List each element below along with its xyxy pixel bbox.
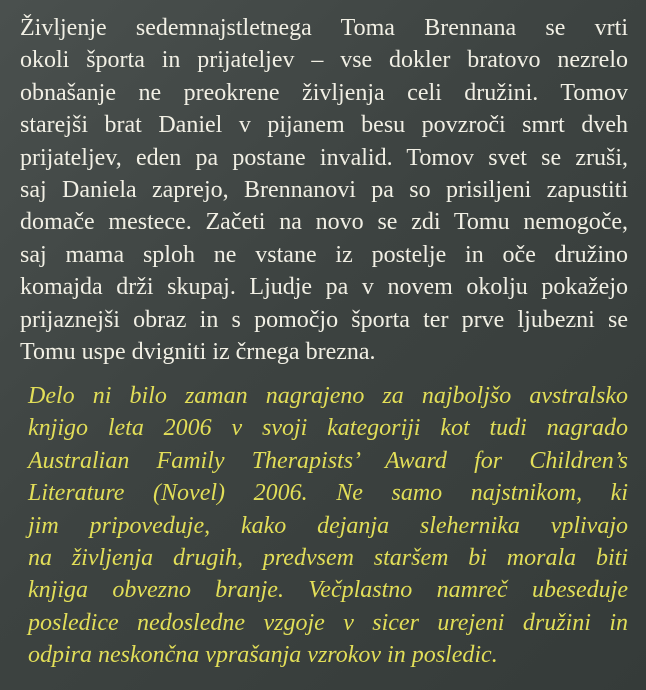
award-line: na življenja drugih, predvsem staršem bi morala biti — [28, 545, 628, 572]
award-line: Literature (Novel) 2006. Ne samo najstnikom, ki — [28, 480, 628, 507]
synopsis-line: Življenje sedemnajstletnega Toma Brennana se vrti — [20, 15, 628, 41]
synopsis-line: komajda drži skupaj. Ljudje pa v novem okolju pokažejo — [20, 274, 628, 301]
synopsis-line: prijateljev, eden pa postane invalid. Tomov svet se zruši, — [20, 144, 628, 171]
synopsis-paragraph — [20, 12, 628, 368]
award-line: Australian Family Therapists’ Award for Children’s — [28, 447, 628, 474]
award-line: knjiga obvezno branje. Večplastno namreč ubeseduje — [28, 577, 628, 604]
award-paragraph — [28, 380, 628, 672]
synopsis-line: saj Daniela zaprejo, Brennanovi pa so prisiljeni zapustiti — [20, 177, 628, 204]
synopsis-line: starejši brat Daniel v pijanem besu povzroči smrt dveh — [20, 112, 628, 139]
synopsis-line: domače mestece. Začeti na novo se zdi Tomu nemogoče, — [20, 209, 628, 236]
synopsis-line: Tomu uspe dvigniti iz črnega brezna. — [20, 339, 376, 366]
synopsis-line: okoli športa in prijateljev – vse dokler bratovo nezrelo — [20, 47, 628, 74]
synopsis-line: obnašanje ne preokrene življenja celi družini. Tomov — [20, 79, 628, 106]
award-line: odpira neskončna vprašanja vzrokov in posledic. — [28, 642, 498, 669]
synopsis-line: saj mama sploh ne vstane iz postelje in oče družino — [20, 241, 628, 268]
award-line: jim pripoveduje, kako dejanja slehernika vplivajo — [28, 512, 628, 539]
award-line: posledice nedosledne vzgoje v sicer urejeni družini in — [28, 609, 628, 636]
synopsis-line: prijaznejši obraz in s pomočjo športa ter prve ljubezni se — [20, 306, 628, 333]
award-line: Delo ni bilo zaman nagrajeno za najboljšo avstralsko — [28, 383, 628, 409]
award-line: knjigo leta 2006 v svoji kategoriji kot tudi nagrado — [28, 415, 628, 442]
